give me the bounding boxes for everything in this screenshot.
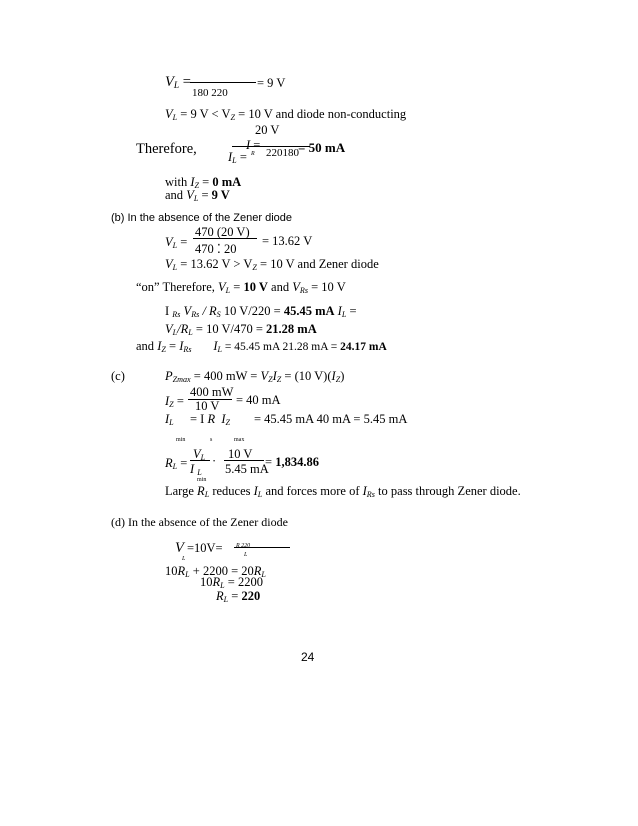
il-denominator: 220180	[266, 147, 299, 159]
part-b-il-line: $V_L/R_L = 10$ V/470 = 21.28 mA	[165, 322, 317, 337]
part-d-frac-num: R 220	[236, 543, 251, 549]
part-b-compare: $V_L = 13.62$ $V > V_Z = 10$ V and Zener diode	[165, 257, 379, 272]
part-d-v-line: V =10V=	[175, 540, 223, 556]
vl-result: = 9 V	[257, 76, 286, 90]
il-max-expr: = I R $I_Z$	[190, 412, 231, 427]
il-lhs: $I_L$ =	[228, 150, 247, 165]
iz-result: = 40 mA	[236, 393, 281, 407]
page-number: 24	[301, 650, 315, 664]
rl-dot: ·	[212, 454, 217, 468]
part-b-on-line: “on” Therefore, $V_L = 10$ V and $V_{Rs} = 10$ V	[136, 280, 346, 295]
fraction-bar	[224, 460, 264, 461]
il-max-result: = 45.45 mA 40 mA = 5.45 mA	[254, 412, 408, 426]
large-rl-sentence: Large $R_L$ reduces $I_L$ and forces more of $I_{Rs}$ to pass through Zener diode.	[165, 484, 521, 499]
rl-denominator: I $_L$	[190, 462, 202, 477]
vl-compare-line: $V_L = 9$ $V < V_Z = 10$ V and diode non-conducting	[165, 107, 407, 122]
rl-numerator-2: 10 V	[228, 447, 253, 461]
part-d-eq2: $10R_L = 2200$	[200, 575, 263, 590]
iz-lhs: $I_Z$ =	[165, 394, 184, 409]
pzmax-line: $P_{Zmax} = 400$ mW = $V_ZI_Z = (10$ $V)(I_Z)$	[165, 369, 345, 384]
vl-equation: $V_L$ =	[165, 74, 191, 91]
with-iz-line: with $I_Z = 0$ mA	[165, 175, 242, 190]
ir-top: I =	[246, 138, 261, 152]
frac-numerator: 20 V	[255, 123, 280, 137]
part-d-frac-den: L	[244, 552, 248, 558]
part-b-result: = 13.62 V	[262, 234, 313, 248]
rl-result: = 1,834.86	[265, 455, 319, 469]
part-b-numerator: 470 (20 V)	[195, 225, 250, 239]
part-c-label: (c)	[111, 369, 125, 383]
iz-denominator: 10 V	[195, 399, 220, 413]
ir-sub: R	[251, 151, 255, 157]
part-b-irs-line: I $_{Rs}$ $V_{Rs} / R_S$ 10 V/220 = 45.45 mA $I_L$ =	[165, 304, 357, 319]
part-b-iz-line: and $I_Z = I_{Rs}$ $I_L = 45.45$ mA 21.28 mA = 24.17 mA	[136, 339, 387, 354]
part-d-sub-l: L	[182, 556, 186, 562]
il-result: = 50 mA	[298, 140, 346, 155]
fraction-bar	[190, 460, 210, 461]
vl-denominator: 180 220	[192, 87, 228, 99]
il-max-line: $I_L$	[165, 412, 174, 427]
part-d-heading: (d) In the absence of the Zener diode	[111, 515, 288, 529]
rl-numerator: $V_L$	[193, 447, 206, 462]
part-b-heading: (b) In the absence of the Zener diode	[111, 212, 293, 224]
rl-lhs: $R_L$ =	[165, 456, 188, 471]
fraction-bar	[190, 82, 256, 83]
part-b-denominator: 470 ⁚ 20	[195, 242, 237, 256]
tiny-min-label: min	[176, 437, 186, 443]
tiny-min-label-2: min	[197, 477, 207, 483]
part-d-eq1: $10R_L + 2200 = 20R_L$	[165, 564, 266, 579]
part-b-vl: $V_L$ =	[165, 235, 188, 250]
part-d-eq3: $R_L = 220$	[216, 589, 261, 604]
rl-denominator-2: 5.45 mA	[225, 462, 269, 476]
therefore-label: Therefore,	[136, 141, 197, 157]
and-vl-line: and $V_L = 9$ V	[165, 188, 230, 203]
tiny-max-label: max	[234, 437, 245, 443]
iz-numerator: 400 mW	[190, 385, 234, 399]
fraction-bar	[193, 238, 257, 239]
fraction-bar	[234, 547, 290, 548]
tiny-s-label: s	[210, 437, 213, 443]
